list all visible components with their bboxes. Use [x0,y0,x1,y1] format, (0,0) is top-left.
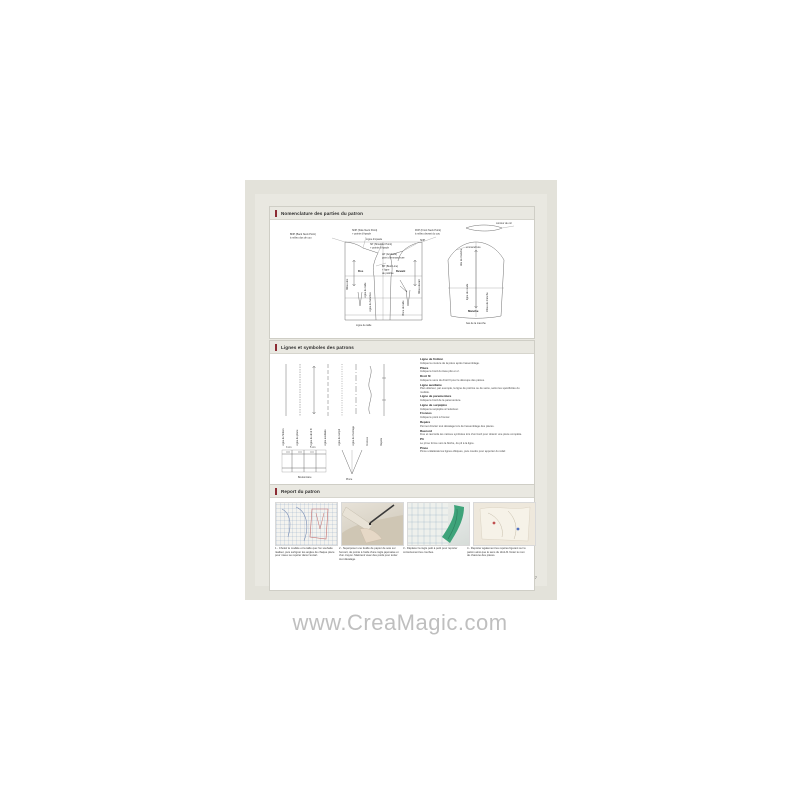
svg-text:Fronces: Fronces [366,436,369,446]
legend-term: Ligne de parementure [420,394,452,399]
section-report-title: Report du patron [281,488,320,494]
symbols-diagram [270,354,420,484]
svg-text:Dos: Dos [358,269,364,273]
legend-term: Raccord [420,428,433,433]
section-report-body [270,498,534,590]
legend-desc: Indique la couture de la pièce après l'assemblage. [420,361,480,365]
svg-text:Ligne de finition: Ligne de finition [282,428,285,446]
legend-item [420,438,528,445]
legend-desc: Plan ultérieur, par exemple, la ligne de poitrine ou de seins, selon les spécificités du modèle. [420,387,520,394]
svg-text:Ligne de rempli: Ligne de rempli [338,428,341,446]
svg-text:SNP (Side Neck Point): SNP (Side Neck Point) [352,229,378,232]
step-caption: 1 - Choisir le modèle et la taille que l'on souhaite réaliser, puis surligner les angles de chaque pièce pour mieux se repérer dans l'encart. [275,547,335,558]
svg-text:tête de manche: tête de manche [460,248,463,266]
legend-item [420,358,528,365]
section-report-patron [269,484,535,591]
section-lignes-body [270,354,534,484]
legend-item [420,384,528,395]
section-accent-bar [275,344,277,351]
watermark-text: www.CreaMagic.com [292,610,508,635]
legend-item [420,367,528,374]
section-report-header [270,485,534,498]
svg-text:Boutonnière: Boutonnière [298,476,312,479]
svg-text:SNP: SNP [420,239,426,242]
tracing-wheel-photo [407,502,470,546]
svg-text:SP (Shoulder Point): SP (Shoulder Point) [370,243,393,246]
step-caption: 3 - Déplacer la règle petit à petit pour reporter correctement les courbes. [403,547,458,554]
symbols-legend [420,358,528,455]
legend-term: Repère [420,419,431,424]
svg-text:Pince: Pince [346,478,353,481]
svg-text:Manche: Manche [468,309,479,313]
section-accent-bar [275,210,277,217]
hand-tracing-photo [341,502,404,546]
legend-desc: Indique le point à froncer. [420,416,451,420]
legend-item [420,421,528,428]
pattern-pieces-diagram [270,220,534,338]
svg-text:ligne de coude: ligne de coude [466,283,469,300]
svg-text:Milieu dos: Milieu dos [346,278,349,290]
legend-item [420,375,528,382]
legend-desc: Indique le bord de la parementure. [420,399,462,403]
svg-text:emmanchure: emmanchure [466,246,481,249]
svg-text:contour de col: contour de col [496,222,512,225]
svg-text:Ligne de pliure: Ligne de pliure [296,429,299,446]
svg-text:5 cm: 5 cm [310,446,316,449]
section-lignes-symboles [269,340,535,485]
legend-term: Droit fil [420,374,431,379]
svg-text:Ligne de taille: Ligne de taille [364,282,367,298]
svg-text:+ pointe d'épaule: + pointe d'épaule [352,232,372,236]
section-nomenclature-body [270,220,534,338]
legend-item [420,412,528,419]
svg-text:de poitrine: de poitrine [382,272,394,275]
svg-text:milieu de manche: milieu de manche [486,292,489,312]
svg-text:Ligne de hanches: Ligne de hanches [369,292,372,312]
legend-term: Pince [420,445,429,450]
legend-desc: Le pli se forme vers la flèche, du pli à la ligne. [420,441,475,445]
svg-text:Ligne de taille: Ligne de taille [356,324,372,327]
step-caption: 2 - Superposer une feuille de papier de soie sur l'encart, de pointe à l'aide d'une règle japonaise et d'un crayon. Maintenir avec des poids pour éviter tout décalage. [339,547,399,561]
svg-text:+ ligne: + ligne [382,268,390,272]
legend-desc: Pince unilatérale les lignes obliques, puis coudre pour apporter du relief. [420,450,506,454]
section-nomenclature [269,206,535,339]
svg-text:BNP (Back Neck Point): BNP (Back Neck Point) [290,233,316,236]
svg-text:+ pointe d'épaule: + pointe d'épaule [370,246,390,250]
legend-item [420,395,528,402]
svg-text:Repère: Repère [380,437,383,446]
pattern-sheet-grid-photo [275,502,338,546]
section-nomenclature-header [270,207,534,220]
legend-term: Ligne de surpiqûre [420,402,448,407]
legend-item [420,430,528,437]
svg-text:bas de la manche: bas de la manche [466,322,486,325]
step-photo-row [275,502,536,546]
legend-term: Ligne auxiliaire [420,382,442,387]
pinned-paper-photo [473,502,536,546]
svg-text:BP (Bust Line): BP (Bust Line) [382,265,399,268]
legend-term: Pliure [420,365,429,370]
svg-text:Ligne d'épaule: Ligne d'épaule [366,238,383,241]
svg-text:Ligne de montage: Ligne de montage [352,425,355,446]
svg-text:Devant: Devant [396,269,406,273]
svg-text:Pince de taille: Pince de taille [402,300,405,316]
svg-text:Ligne de droit fil: Ligne de droit fil [310,428,313,446]
svg-text:à milieu devant du cou: à milieu devant du cou [415,232,441,236]
svg-text:Milieu devant: Milieu devant [418,279,421,294]
legend-desc: Indique le bord du tissu plié en 2. [420,370,460,374]
svg-text:point d'emmanchure: point d'emmanchure [382,256,405,260]
section-lignes-title: Lignes et symboles des patrons [281,344,354,350]
svg-text:à milieu dos de cou: à milieu dos de cou [290,236,312,240]
legend-desc: Fixe et raccorde les mêmes symboles lors d'un bord pour obtenir une pièce complète. [420,433,522,437]
section-lignes-header [270,341,534,354]
svg-text:Ligne auxiliaire: Ligne auxiliaire [324,429,327,446]
step-caption-row [275,547,528,562]
svg-text:3 cm: 3 cm [286,446,292,449]
section-accent-bar [275,488,277,495]
legend-term: Pli [420,437,424,442]
legend-desc: Indique la surpiqûre à l'extérieur. [420,407,459,411]
page-number: 7 [534,575,537,580]
legend-term: Ligne de finition [420,357,444,361]
legend-item [420,404,528,411]
legend-item [420,447,528,454]
legend-term: Fronces [420,411,432,416]
legend-desc: Indique le sens du droit fil pour le découpe des pièces. [420,378,485,382]
svg-text:FNP (Front Neck Point): FNP (Front Neck Point) [415,229,441,232]
step-caption: 4 - Reporter également les repères figurant sur le patron ainsi que le sens du droit-fil. Noter le nom de chacune des pièces. [467,547,526,558]
legend-desc: Permet d'éviter tout décalage lors de l'assemblage des pièces. [420,424,495,428]
page-inner-area [255,194,547,586]
section-nomenclature-title: Nomenclature des parties du patron [281,210,364,216]
document-page [245,180,557,600]
svg-text:AP (Armhole): AP (Armhole) [382,253,397,256]
